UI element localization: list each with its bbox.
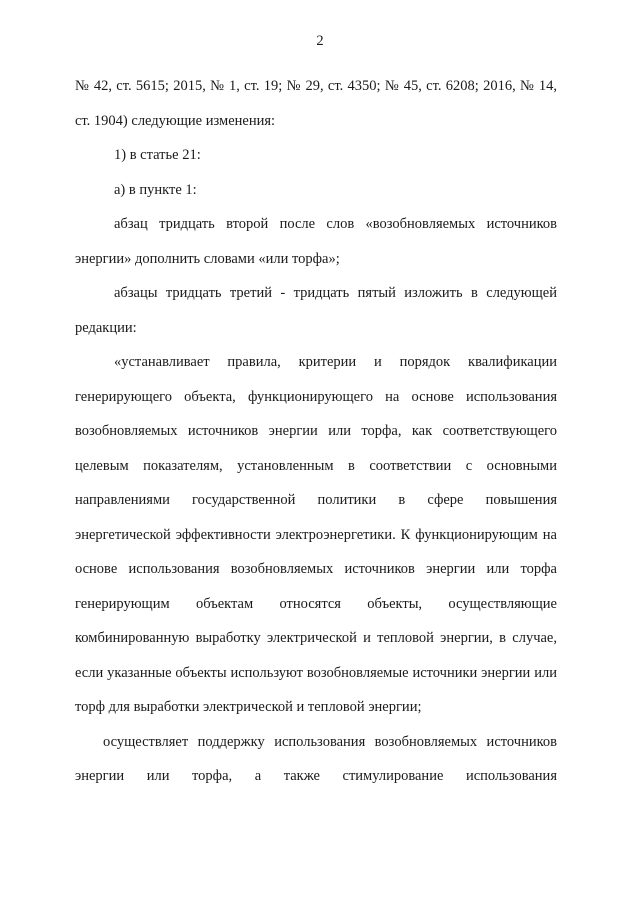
document-body	[75, 69, 557, 794]
paragraph-quote-rules: «устанавливает правила, критерии и порядок квалификации генерирующего объекта, функционирующего на основе использования возобновляемых источников энергии или торфа, как соответствующего целевым показателям, установленным в соответствии с основными направлениями государственной политики в сфере повышения энергетической эффективности электроэнергетики. К функционирующим на основе использования возобновляемых источников энергии или торфа генерирующим объектам относятся объекты, осуществляющие комбинированную выработку электрической и тепловой энергии, в случае, если указанные объекты используют возобновляемые источники энергии или торф для выработки электрической и тепловой энергии;	[75, 354, 557, 715]
page-number: 2	[316, 33, 324, 49]
paragraph-point-1: а) в пункте 1:	[114, 181, 197, 198]
paragraph-support: осуществляет поддержку использования возобновляемых источников энергии или торфа, а также стимулирование использования	[75, 733, 557, 784]
paragraph-article-21: 1) в статье 21:	[114, 147, 201, 163]
paragraph-citation: № 42, ст. 5615; 2015, № 1, ст. 19; № 29, ст. 4350; № 45, ст. 6208; 2016, № 14, ст. 1904) следующие изменения:	[75, 78, 557, 129]
paragraph-abzac-32: абзац тридцать второй после слов «возобновляемых источников энергии» дополнить словами «или торфа»;	[75, 216, 557, 267]
paragraph-abzac-33-35: абзацы тридцать третий - тридцать пятый изложить в следующей редакции:	[75, 285, 557, 336]
